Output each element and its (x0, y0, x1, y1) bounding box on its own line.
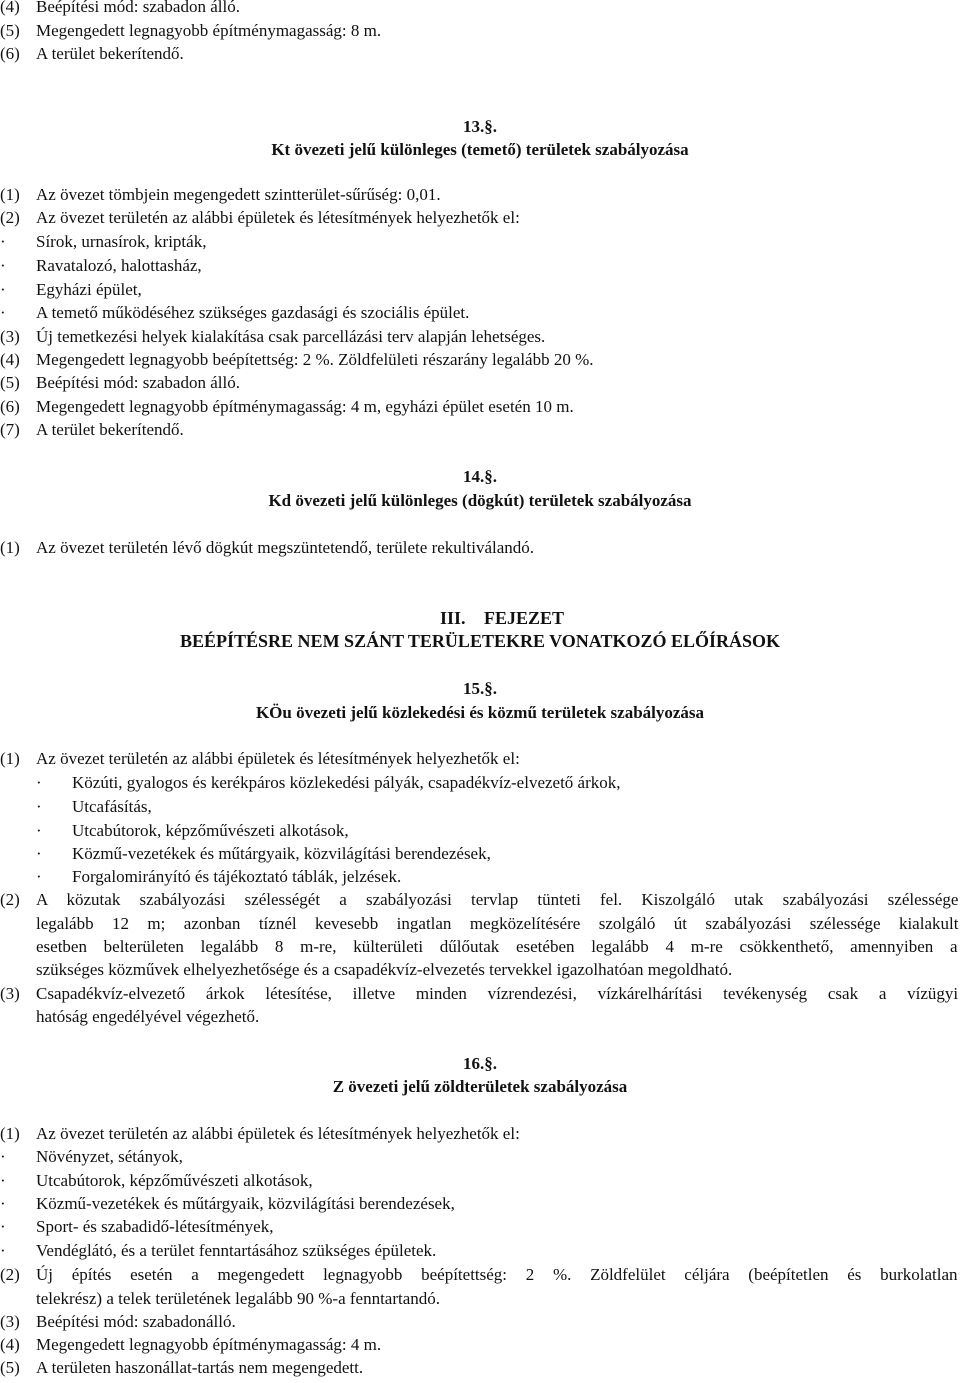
bullet-text: Utcabútorok, képzőművészeti alkotások, (72, 821, 349, 840)
paragraph-text: Megengedett legnagyobb beépítettség: 2 %. Zöldfelületi részarány legalább 20 %. (36, 350, 594, 369)
paragraph-text: Az övezet területén az alábbi épületek és létesítmények helyezhetők el: (36, 749, 520, 768)
s13-bullet-item (0, 231, 207, 253)
s16-paragraph-3 (0, 1311, 236, 1333)
s16-paragraph-2-number: (2) (0, 1265, 20, 1284)
s15-paragraph-3-line: hatóság engedélyével végezhető. (36, 1007, 260, 1026)
s16-paragraph-1 (0, 1123, 520, 1145)
bullet-dot: · (0, 1194, 6, 1213)
paragraph-text: Az övezet területén lévő dögkút megszüntetendő, területe rekultiválandó. (36, 538, 535, 557)
paragraph-text: Az övezet területén az alábbi épületek és létesítmények helyezhetők el: (36, 208, 520, 227)
paragraph-number: (6) (0, 44, 20, 63)
bullet-dot: · (36, 867, 42, 886)
section-16-number: 16.§. (463, 1054, 497, 1073)
s15-paragraph-3-line: Csapadékvíz-elvezető árkok létesítése, illetve minden vízrendezési, vízkárelhárítási tevékenység csak a vízügyi (36, 984, 959, 1003)
bullet-dot: · (0, 1171, 6, 1190)
s13-bullet-item (0, 255, 202, 277)
paragraph-text: A terület bekerítendő. (36, 420, 184, 439)
s16-paragraph-4 (0, 1334, 382, 1356)
section-13-title: Kt övezeti jelű különleges (temető) területek szabályozása (271, 140, 689, 159)
paragraph-number: (1) (0, 749, 20, 768)
s15-paragraph-2-line: szükséges közművek elhelyezhetősége és a csapadékvíz-elvezetés tervekkel igazolhatóan megoldható. (36, 960, 733, 979)
paragraph-text: Új temetkezési helyek kialakítása csak parcellázási terv alapján lehetséges. (36, 327, 546, 346)
paragraph-5 (0, 20, 382, 42)
s16-paragraph-5 (0, 1357, 364, 1379)
paragraph-number: (1) (0, 538, 20, 557)
bullet-text: Utcabútorok, képzőművészeti alkotások, (36, 1171, 313, 1190)
bullet-dot: · (0, 1241, 6, 1260)
paragraph-text: Beépítési mód: szabadon álló. (36, 0, 240, 16)
bullet-dot: · (0, 232, 6, 251)
paragraph-number: (4) (0, 1335, 20, 1354)
bullet-dot: · (36, 821, 42, 840)
s13-bullet-item (0, 302, 470, 324)
paragraph-text: Megengedett legnagyobb építménymagasság: 4 m, egyházi épület esetén 10 m. (36, 397, 574, 416)
paragraph-text: A területen haszonállat-tartás nem megengedett. (36, 1358, 364, 1377)
bullet-text: Közmű-vezetékek és műtárgyaik, közvilágítási berendezések, (72, 844, 491, 863)
bullet-text: Növényzet, sétányok, (36, 1147, 183, 1166)
section-14-title: Kd övezeti jelű különleges (dögkút) területek szabályozása (268, 491, 692, 510)
bullet-dot: · (0, 280, 6, 299)
bullet-dot: · (0, 1147, 6, 1166)
paragraph-text: A terület bekerítendő. (36, 44, 184, 63)
s15-paragraph-2-line: legalább 12 m; azonban tíznél kevesebb ingatlan megközelítésére szolgáló út szabályozási szélessége kialakult (36, 914, 959, 933)
paragraph-number: (1) (0, 185, 20, 204)
s13-paragraph-7 (0, 419, 184, 441)
paragraph-6 (0, 43, 184, 65)
bullet-text: Sport- és szabadidő-létesítmények, (36, 1217, 274, 1236)
paragraph-number: (3) (0, 327, 20, 346)
paragraph-text: Megengedett legnagyobb építménymagasság: 8 m. (36, 21, 382, 40)
s13-paragraph-5 (0, 372, 240, 394)
bullet-text: Közmű-vezetékek és műtárgyaik, közvilágítási berendezések, (36, 1194, 455, 1213)
chapter-roman: III. (440, 608, 466, 628)
paragraph-number: (1) (0, 1124, 20, 1143)
bullet-text: Vendéglátó, és a terület fenntartásához szükséges épületek. (36, 1241, 437, 1260)
paragraph-text: Beépítési mód: szabadon álló. (36, 373, 240, 392)
s15-paragraph-1 (0, 748, 520, 770)
section-13-number: 13.§. (463, 117, 497, 136)
s16-paragraph-2-line: Új építés esetén a megengedett legnagyobb beépítettség: 2 %. Zöldfelület céljára (beépítetlen és burkolatlan (36, 1265, 958, 1284)
paragraph-number: (5) (0, 1358, 20, 1377)
s16-bullet-item (0, 1193, 455, 1215)
paragraph-text: Az övezet területén az alábbi épületek és létesítmények helyezhetők el: (36, 1124, 520, 1143)
bullet-text: Sírok, urnasírok, kripták, (36, 232, 207, 251)
s13-paragraph-1 (0, 184, 441, 206)
bullet-text: Forgalomirányító és tájékoztató táblák, jelzések. (72, 867, 402, 886)
s16-paragraph-2-line: telekrész) a telek területének legalább 90 %-a fenntartandó. (36, 1289, 441, 1308)
section-15-number: 15.§. (463, 679, 497, 698)
paragraph-number: (4) (0, 0, 20, 16)
s16-bullet-item (0, 1146, 183, 1168)
s13-paragraph-6 (0, 396, 574, 418)
bullet-text: Egyházi épület, (36, 280, 142, 299)
s13-paragraph-4 (0, 349, 594, 371)
paragraph-text: Beépítési mód: szabadonálló. (36, 1312, 236, 1331)
bullet-dot: · (0, 303, 6, 322)
s15-paragraph-2-number: (2) (0, 890, 20, 909)
s16-bullet-item (0, 1170, 313, 1192)
s16-bullet-item (0, 1240, 437, 1262)
bullet-text: Utcafásítás, (72, 797, 152, 816)
bullet-dot: · (0, 256, 6, 275)
s16-bullet-item (0, 1216, 274, 1238)
s14-paragraph-1 (0, 537, 535, 559)
bullet-dot: · (36, 844, 42, 863)
section-14-number: 14.§. (463, 467, 497, 486)
s13-paragraph-3 (0, 326, 546, 348)
s13-bullet-item (0, 279, 142, 301)
paragraph-4 (0, 0, 240, 18)
paragraph-number: (3) (0, 1312, 20, 1331)
section-15-title: KÖu övezeti jelű közlekedési és közmű területek szabályozása (255, 703, 705, 722)
chapter-label: FEJEZET (484, 608, 565, 628)
bullet-dot: · (36, 797, 42, 816)
s15-paragraph-3-number: (3) (0, 984, 20, 1003)
paragraph-number: (6) (0, 397, 20, 416)
paragraph-text: Megengedett legnagyobb építménymagasság: 4 m. (36, 1335, 382, 1354)
bullet-text: Közúti, gyalogos és kerékpáros közlekedési pályák, csapadékvíz-elvezető árkok, (72, 773, 621, 792)
paragraph-number: (7) (0, 420, 20, 439)
paragraph-number: (5) (0, 21, 20, 40)
bullet-dot: · (36, 773, 42, 792)
bullet-dot: · (0, 1217, 6, 1236)
chapter-title: BEÉPÍTÉSRE NEM SZÁNT TERÜLETEKRE VONATKOZÓ ELŐÍRÁSOK (180, 631, 780, 651)
s13-paragraph-2 (0, 207, 520, 229)
paragraph-number: (2) (0, 208, 20, 227)
bullet-text: A temető működéséhez szükséges gazdasági és szociális épület. (36, 303, 470, 322)
bullet-text: Ravatalozó, halottasház, (36, 256, 202, 275)
s15-paragraph-2-line: esetben belterületen legalább 8 m-re, külterületi dűlőutak esetében legalább 4 m-re csökkenthető, amennyiben a (36, 937, 958, 956)
s15-paragraph-2-line: A közutak szabályozási szélességét a szabályozási tervlap tünteti fel. Kiszolgáló utak szabályozási szélessége (36, 890, 959, 909)
paragraph-number: (4) (0, 350, 20, 369)
paragraph-number: (5) (0, 373, 20, 392)
section-16-title: Z övezeti jelű zöldterületek szabályozása (332, 1077, 628, 1096)
paragraph-text: Az övezet tömbjein megengedett szintterület-sűrűség: 0,01. (36, 185, 441, 204)
